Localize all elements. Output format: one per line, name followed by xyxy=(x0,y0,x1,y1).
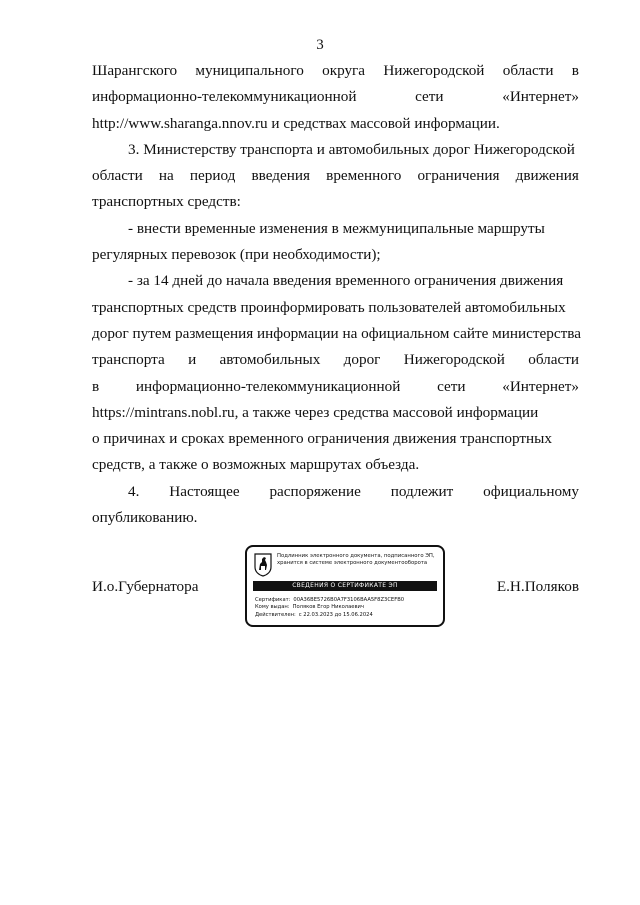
word: информационно-телекоммуникационной xyxy=(92,88,357,106)
certificate-row xyxy=(255,597,404,604)
paragraph-4-line-1: - за 14 дней до начала введения временного ограничения движения xyxy=(128,272,564,290)
paragraph-4-line-8: средств, а также о возможных маршрутах объезда. xyxy=(92,456,420,474)
page-number: 3 xyxy=(316,37,324,53)
document-body xyxy=(92,58,579,531)
paragraph-4-line-2: транспортных средств проинформировать пользователей автомобильных xyxy=(92,298,566,316)
word: транспорта xyxy=(92,351,165,369)
word: на xyxy=(158,167,174,185)
word: муниципального xyxy=(195,62,304,79)
word: сети xyxy=(437,377,466,395)
owner-value: Поляков Егор Николаевич xyxy=(292,604,364,611)
paragraph-4-line-4 xyxy=(92,347,579,373)
validity-value: с 22.03.2023 до 15.06.2024 xyxy=(298,611,373,618)
paragraph-1-line-1 xyxy=(92,58,579,84)
word: Нижегородской xyxy=(383,62,485,79)
stamp-details xyxy=(255,597,404,619)
word: 4. xyxy=(128,482,140,500)
word: Шарангского xyxy=(92,62,178,79)
paragraph-2-line-3: транспортных средств: xyxy=(92,193,241,211)
stamp-title-bar: СВЕДЕНИЯ О СЕРТИФИКАТЕ ЭП xyxy=(253,581,437,591)
stamp-header-line: хранится в системе электронного документооборота xyxy=(277,560,428,566)
word: официальному xyxy=(483,482,579,500)
paragraph-5-line-2: опубликованию. xyxy=(92,509,198,527)
signatory-position: И.о.Губернатора xyxy=(92,578,199,595)
word: период xyxy=(189,167,236,185)
word: области xyxy=(92,167,143,185)
paragraph-5-line-1 xyxy=(92,479,579,505)
word: и xyxy=(188,351,197,369)
owner-label: Кому выдан: xyxy=(255,604,290,611)
word: округа xyxy=(322,62,366,79)
paragraph-2-line-1: 3. Министерству транспорта и автомобильных дорог Нижегородской xyxy=(128,140,575,158)
electronic-signature-stamp xyxy=(245,545,445,627)
word: подлежит xyxy=(390,482,454,500)
word: «Интернет» xyxy=(502,88,579,106)
paragraph-4-line-5 xyxy=(92,374,579,400)
paragraph-1-line-3: http://www.sharanga.nnov.ru и средствах массовой информации. xyxy=(92,114,500,132)
paragraph-1-line-2 xyxy=(92,84,579,110)
paragraph-3-line-1: - внести временные изменения в межмуниципальные маршруты xyxy=(128,219,545,237)
word: движения xyxy=(515,167,579,185)
validity-label: Действителен: xyxy=(255,611,296,618)
stamp-header xyxy=(277,553,443,567)
owner-row xyxy=(255,604,404,611)
word: в xyxy=(92,377,100,395)
word: дорог xyxy=(343,351,381,369)
word: распоряжение xyxy=(269,482,361,500)
paragraph-4-line-7: о причинах и сроках временного ограничения движения транспортных xyxy=(92,430,552,448)
paragraph-4-line-6: https://mintrans.nobl.ru, а также через средства массовой информации xyxy=(92,403,539,421)
word: Настоящее xyxy=(169,482,240,500)
signatory-name: Е.Н.Поляков xyxy=(496,578,579,595)
paragraph-2-line-2 xyxy=(92,163,579,189)
stamp-header-line: Подлинник электронного документа, подписанного ЭП, xyxy=(277,553,435,559)
coat-of-arms-icon xyxy=(254,553,272,577)
paragraph-3-line-2: регулярных перевозок (при необходимости); xyxy=(92,246,381,264)
word: Нижегородской xyxy=(403,351,505,369)
word: области xyxy=(528,351,579,369)
word: ограничения xyxy=(417,167,500,185)
word: автомобильных xyxy=(219,351,321,369)
word: введения xyxy=(251,167,311,185)
validity-row xyxy=(255,612,404,619)
word: в xyxy=(571,62,579,79)
certificate-label: Сертификат: xyxy=(255,597,291,603)
word: «Интернет» xyxy=(502,377,579,395)
word: информационно-телекоммуникационной xyxy=(135,377,401,395)
word: сети xyxy=(415,88,444,106)
word: временного xyxy=(326,167,402,185)
word: области xyxy=(502,62,554,79)
paragraph-4-line-3: дорог путем размещения информации на официальном сайте министерства xyxy=(92,324,581,342)
certificate-value: 00A36BE5726B0A7F3106BAA5F8Z3CEFB0 xyxy=(293,597,405,603)
